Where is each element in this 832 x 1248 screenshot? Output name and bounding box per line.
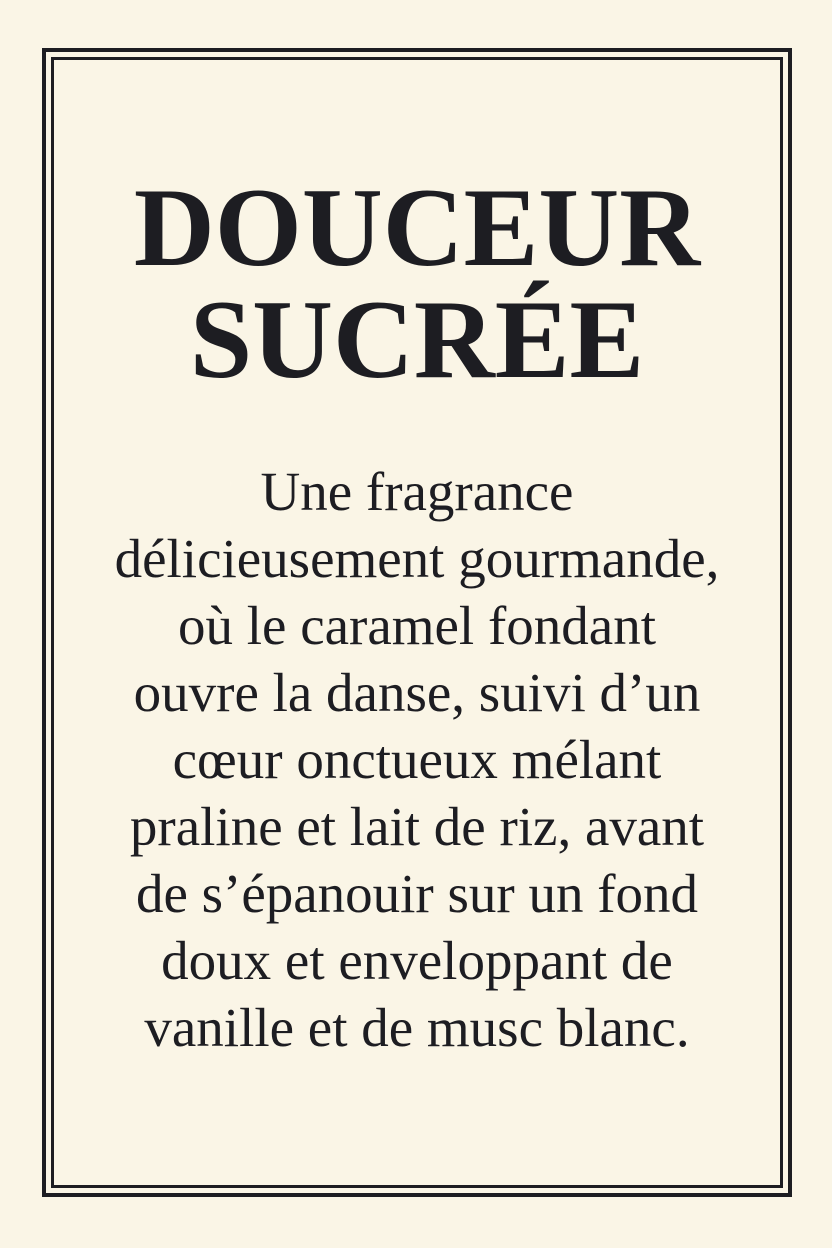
poster-title [133, 166, 701, 402]
description-line: de s’épanouir sur un fond [135, 863, 699, 924]
description-line: vanille et de musc blanc. [144, 997, 690, 1058]
description-line: où le caramel fondant [178, 595, 656, 656]
description-line: cœur onctueux mélant [172, 729, 662, 790]
description-line: praline et lait de riz, avant [129, 796, 705, 857]
fragrance-description [115, 458, 720, 1061]
title-line-2: SUCRÉE [189, 278, 645, 402]
description-line: ouvre la danse, suivi d’un [133, 662, 701, 723]
poster-content [54, 60, 780, 1185]
description-line: délicieusement gourmande, [114, 528, 720, 589]
title-line-1: DOUCEUR [133, 166, 701, 290]
description-line: doux et enveloppant de [161, 930, 673, 991]
description-line: Une fragrance [260, 461, 574, 522]
